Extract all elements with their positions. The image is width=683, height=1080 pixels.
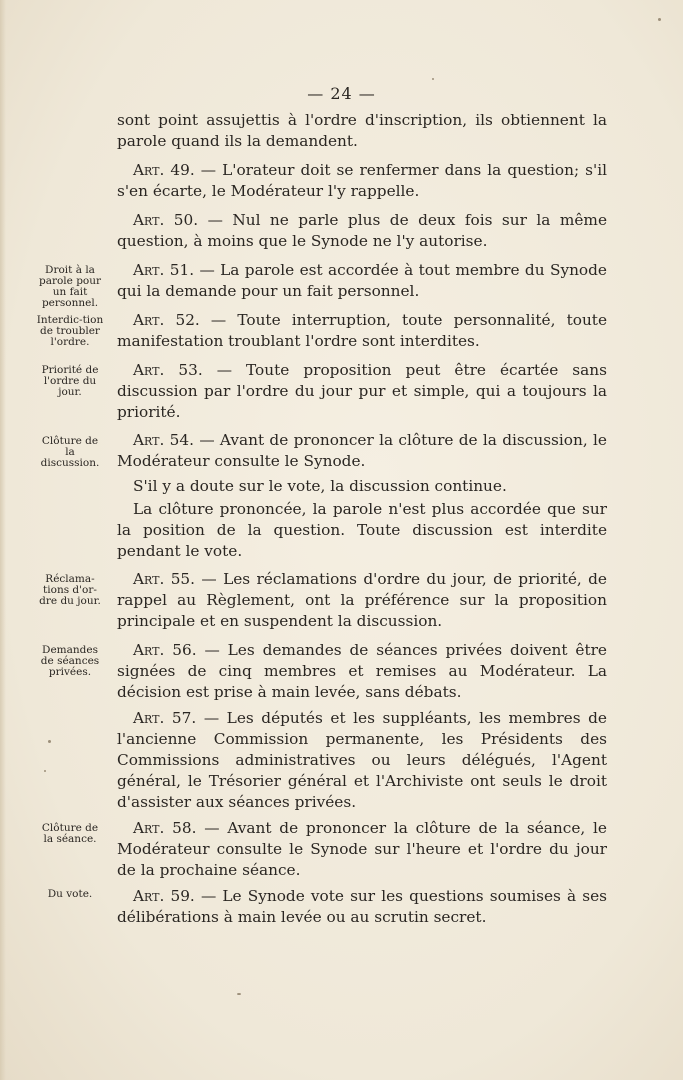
paper-speck: [237, 993, 241, 995]
article-text: — Toute proposition peut être écartée sans discussion par l'ordre du jour pur et simple, qui a toujours la priorité.: [117, 361, 607, 421]
margin-note-cloture-discussion: Clôture de la discussion.: [40, 435, 100, 469]
margin-note-reclamations: Réclama-tions d'or-dre du jour.: [39, 573, 101, 607]
article-text: — Nul ne parle plus de deux fois sur la même question, à moins que le Synode ne l'y autorise.: [117, 211, 607, 250]
article-53: [117, 360, 607, 423]
article-text: — Le Synode vote sur les questions soumises à ses délibérations à main levée ou au scrutin secret.: [117, 887, 607, 926]
article-56: [117, 640, 607, 703]
article-58: [117, 818, 607, 881]
article-label: Art. 54.: [133, 431, 194, 449]
margin-note-interdiction: Interdic-tion de troubler l'ordre.: [36, 314, 104, 348]
article-text: — Toute interruption, toute personnalité, toute manifestation troublant l'ordre sont interdites.: [117, 311, 607, 350]
article-text: — Les demandes de séances privées doivent être signées de cinq membres et remises au Modérateur. La décision est prise à main levée, sans débats.: [117, 641, 607, 701]
article-text: — Les réclamations d'ordre du jour, de priorité, de rappel au Règlement, ont la préférence sur la proposition principale et en suspendent la discussion.: [117, 570, 607, 630]
margin-note-seances-privees: Demandes de séances privées.: [40, 644, 100, 678]
article-57: [117, 708, 607, 813]
article-text: — Avant de prononcer la clôture de la séance, le Modérateur consulte le Synode sur l'heure et l'ordre du jour de la prochaine séance.: [117, 819, 607, 879]
article-51: [117, 260, 607, 302]
margin-note-cloture-seance: Clôture de la séance.: [41, 822, 99, 845]
article-59: [117, 886, 607, 928]
article-label: Art. 50.: [133, 211, 199, 229]
article-54: [117, 430, 607, 472]
paragraph-continuation: [117, 110, 607, 152]
article-50: [117, 210, 607, 252]
paragraph-text: La clôture prononcée, la parole n'est plus accordée que sur la position de la question. Toute discussion est interdite pendant le vote.: [117, 500, 607, 560]
paragraph-doute-vote: [117, 476, 607, 497]
margin-note-priorite: Priorité de l'ordre du jour.: [41, 364, 99, 398]
article-label: Art. 49.: [133, 161, 195, 179]
margin-note-fait-personnel: Droit à la parole pour un fait personnel.: [38, 264, 102, 309]
paragraph-cloture-prononcee: [117, 499, 607, 562]
page-number: — 24 —: [307, 84, 376, 103]
page-edge-shadow: [0, 0, 6, 1080]
article-label: Art. 53.: [133, 361, 203, 379]
article-label: Art. 51.: [133, 261, 195, 279]
paragraph-text: sont point assujettis à l'ordre d'inscription, ils obtiennent la parole quand ils la demandent.: [117, 111, 607, 150]
article-label: Art. 58.: [133, 819, 197, 837]
article-52: [117, 310, 607, 352]
article-label: Art. 59.: [133, 887, 195, 905]
paper-speck: [48, 740, 51, 743]
paper-speck: [658, 18, 661, 21]
article-label: Art. 57.: [133, 709, 197, 727]
article-label: Art. 52.: [133, 311, 200, 329]
article-55: [117, 569, 607, 632]
article-text: — La parole est accordée à tout membre du Synode qui la demande pour un fait personnel.: [117, 261, 607, 300]
article-label: Art. 55.: [133, 570, 196, 588]
margin-note-vote: Du vote.: [47, 888, 93, 900]
article-text: — Avant de prononcer la clôture de la discussion, le Modérateur consulte le Synode.: [117, 431, 607, 470]
article-49: [117, 160, 607, 202]
paper-speck: [432, 78, 434, 80]
paper-speck: [44, 770, 46, 772]
article-text: — L'orateur doit se renfermer dans la question; s'il s'en écarte, le Modérateur l'y rappelle.: [117, 161, 608, 200]
paragraph-text: S'il y a doute sur le vote, la discussion continue.: [133, 477, 507, 495]
article-label: Art. 56.: [133, 641, 197, 659]
article-text: — Les députés et les suppléants, les membres de l'ancienne Commission permanente, les Présidents des Commissions administratives ou leurs délégués, l'Agent général, le Trésorier général et l'Archiviste ont seuls le droit d'assister aux séances privées.: [117, 709, 607, 811]
